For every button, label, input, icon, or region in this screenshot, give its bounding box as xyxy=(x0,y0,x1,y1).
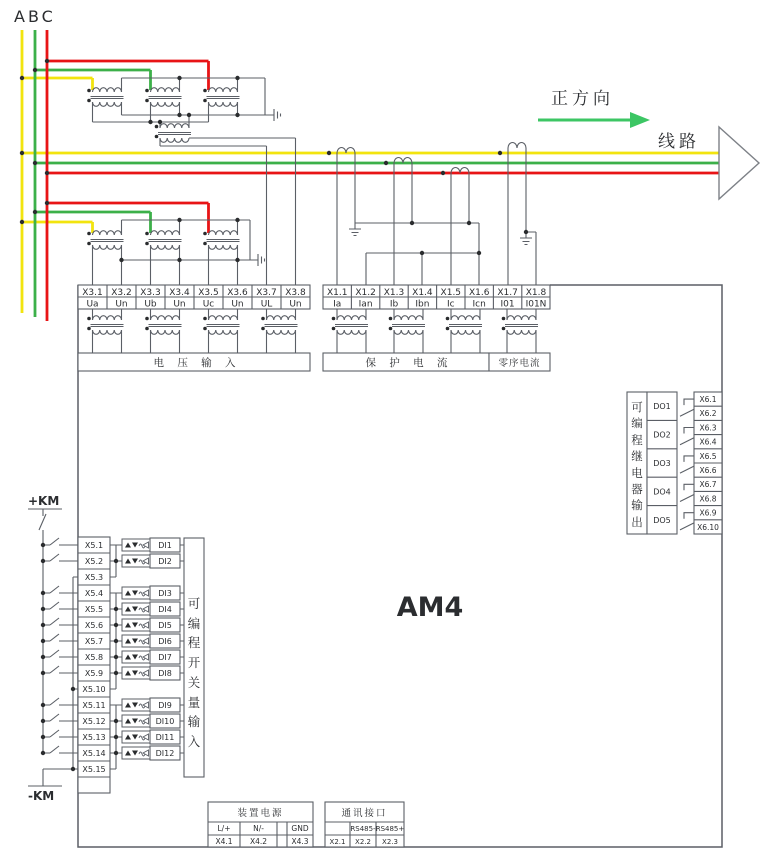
terminal-name: Ia xyxy=(333,299,342,310)
relay-contact-icon xyxy=(680,399,694,416)
terminal-id: X3.6 xyxy=(227,288,248,298)
terminal-id: X5.14 xyxy=(82,749,106,758)
zero-seq-current-label: 零序电流 xyxy=(498,358,541,369)
phase-label: ABC xyxy=(14,7,56,26)
terminal-name: Icn xyxy=(472,299,486,310)
input-transformer-icon xyxy=(203,316,239,335)
terminal-id: X1.4 xyxy=(412,288,433,298)
terminal-name: Un xyxy=(231,299,244,310)
terminal-id: X5.7 xyxy=(84,637,104,646)
di-channel-label: DI3 xyxy=(158,589,172,598)
power-col-name: GND xyxy=(291,824,309,833)
input-transformer-icon xyxy=(87,316,123,335)
di-channel-label: DI6 xyxy=(158,637,172,646)
power-table-title: 装置电源 xyxy=(237,808,284,819)
phase-wires xyxy=(22,30,719,321)
voltage-transformer-icon xyxy=(203,231,239,250)
terminal-id: X3.2 xyxy=(111,288,132,298)
digital-input-section-label: 可编程开关量输入 xyxy=(187,596,201,749)
terminal-id: X3.8 xyxy=(285,288,306,298)
terminal-name: Un xyxy=(289,299,302,310)
input-transformer-icon xyxy=(261,316,297,335)
voltage-transformer-icon xyxy=(87,231,123,250)
terminal-id: X5.15 xyxy=(82,765,106,774)
terminal-id: X3.4 xyxy=(169,288,190,298)
terminal-id: X1.8 xyxy=(525,288,547,298)
terminal-name: Ian xyxy=(358,299,373,310)
optocoupler-icon xyxy=(122,747,150,759)
terminal-id: X5.13 xyxy=(82,733,106,742)
terminal-id: X5.8 xyxy=(84,653,104,662)
relay-output-section-label: 可编程继电器输出 xyxy=(631,400,643,529)
ground-icon xyxy=(349,223,361,236)
terminal-id: X3.1 xyxy=(82,288,103,298)
terminal-id: X5.3 xyxy=(84,573,104,582)
comm-col-name: RS485- xyxy=(350,825,376,833)
terminal-id: X6.7 xyxy=(699,480,717,490)
ground-icon xyxy=(252,254,265,266)
terminal-name: Ic xyxy=(446,299,455,310)
forward-direction-label: 正方向 xyxy=(551,89,614,109)
terminal-id: X6.6 xyxy=(699,466,717,475)
ct-zero-seq-icon xyxy=(508,143,526,149)
voltage-transformer-icon xyxy=(203,88,239,107)
terminal-id: X6.5 xyxy=(699,451,717,461)
do-channel-label: DO2 xyxy=(653,430,671,440)
pt-cluster-line xyxy=(93,220,253,285)
line-label: 线路 xyxy=(658,132,700,152)
phase-a-wire xyxy=(22,30,719,313)
di-channel-label: DI11 xyxy=(155,733,175,742)
device-name: AM4 xyxy=(396,592,464,623)
optocoupler-icon xyxy=(122,619,150,631)
relay-contact-icon xyxy=(680,456,694,473)
terminal-id: X5.10 xyxy=(82,685,106,694)
di-channel-label: DI2 xyxy=(158,557,172,566)
terminal-id: X6.8 xyxy=(699,494,717,504)
voltage-transformer-icon xyxy=(145,88,181,107)
di-channel-label: DI7 xyxy=(158,653,172,662)
terminal-id: X1.2 xyxy=(355,288,376,298)
pt-cluster-busbar xyxy=(93,78,296,285)
di-channel-label: DI9 xyxy=(158,701,172,710)
input-transformer-icon xyxy=(446,316,482,335)
terminal-id: X4.3 xyxy=(291,837,309,846)
di-channel-label: DI5 xyxy=(158,621,172,630)
terminal-id: X6.9 xyxy=(699,508,717,518)
terminal-id: X5.6 xyxy=(84,621,104,630)
ground-icon xyxy=(268,109,281,121)
terminal-id: X1.6 xyxy=(468,288,490,298)
do-channel-label: DO5 xyxy=(653,516,671,525)
terminal-id: X3.3 xyxy=(140,288,161,298)
terminal-id: X6.2 xyxy=(699,409,717,419)
terminal-id: X4.2 xyxy=(249,837,268,846)
terminal-id: X6.4 xyxy=(699,437,717,447)
terminal-name: Ub xyxy=(144,299,157,310)
terminal-id: X1.3 xyxy=(383,288,405,298)
input-transformer-icon xyxy=(502,316,538,335)
terminal-name: Ua xyxy=(86,299,99,310)
terminal-id: X3.7 xyxy=(256,288,277,298)
terminal-id: X5.9 xyxy=(84,669,104,678)
negative-rail-label: -KM xyxy=(28,789,55,803)
terminal-id: X5.5 xyxy=(84,605,104,614)
power-col-name: N/- xyxy=(253,824,264,833)
input-transformer-icon xyxy=(389,316,425,335)
relay-contact-icon xyxy=(680,513,694,530)
terminal-name: UL xyxy=(260,299,273,310)
input-transformer-icon xyxy=(332,316,368,335)
do-channel-label: DO1 xyxy=(653,402,671,411)
relay-contact-icon xyxy=(680,484,694,501)
comm-col-name: RS485+ xyxy=(375,825,405,833)
terminal-id: X5.4 xyxy=(84,589,104,598)
optocoupler-icon xyxy=(122,699,150,711)
line-arrow-icon xyxy=(719,127,759,199)
positive-rail-label: +KM xyxy=(28,494,60,508)
di-channel-label: DI8 xyxy=(158,669,172,678)
relay-contact-icon xyxy=(680,428,694,445)
phase-c-wire xyxy=(47,30,719,321)
terminal-id: X2.2 xyxy=(355,838,371,846)
optocoupler-icon xyxy=(122,587,150,599)
terminal-name: Uc xyxy=(202,299,215,310)
terminal-name: Un xyxy=(115,299,128,310)
voltage-input-label: 电 压 输 入 xyxy=(153,357,241,369)
input-transformer-icon xyxy=(145,316,181,335)
comm-table-title: 通讯接口 xyxy=(341,808,388,819)
voltage-transformer-icon xyxy=(155,124,191,143)
optocoupler-icon xyxy=(122,635,150,647)
terminal-id: X6.1 xyxy=(699,395,717,404)
di-channel-label: DI10 xyxy=(155,717,175,726)
power-col-name: L/+ xyxy=(217,824,231,833)
terminal-name: Ib xyxy=(389,299,399,310)
terminal-name: I01 xyxy=(500,299,515,310)
optocoupler-icon xyxy=(122,667,150,679)
terminal-id: X1.7 xyxy=(497,288,518,298)
terminal-id: X5.11 xyxy=(82,701,106,710)
optocoupler-icon xyxy=(122,651,150,663)
terminal-id: X2.1 xyxy=(329,838,346,846)
do-channel-label: DO4 xyxy=(653,487,671,497)
terminal-id: X5.1 xyxy=(84,541,104,550)
optocoupler-icon xyxy=(122,731,150,743)
terminal-id: X5.12 xyxy=(82,717,106,726)
terminal-id: X1.1 xyxy=(326,288,348,298)
di-channel-label: DI1 xyxy=(158,541,172,550)
terminal-id: X1.5 xyxy=(440,288,462,298)
optocoupler-icon xyxy=(122,715,150,727)
forward-direction-arrow-icon xyxy=(538,112,650,128)
terminal-id: X2.3 xyxy=(382,838,398,846)
optocoupler-icon xyxy=(122,603,150,615)
optocoupler-icon xyxy=(122,555,150,567)
terminal-id: X4.1 xyxy=(215,837,233,846)
terminal-id: X6.3 xyxy=(699,423,717,433)
di-channel-label: DI4 xyxy=(158,605,172,614)
terminal-id: X3.5 xyxy=(198,288,219,298)
terminal-name: I01N xyxy=(525,299,547,310)
terminal-id: X6.10 xyxy=(697,522,719,532)
terminal-id: X5.2 xyxy=(84,557,104,566)
digital-input-section xyxy=(28,509,204,793)
terminal-name: Ibn xyxy=(415,299,430,310)
terminal-name: Un xyxy=(173,299,186,310)
voltage-transformer-icon xyxy=(87,88,123,107)
di-channel-label: DI12 xyxy=(155,749,175,758)
voltage-transformer-icon xyxy=(145,231,181,250)
protection-current-label: 保 护 电 流 xyxy=(365,357,453,369)
do-channel-label: DO3 xyxy=(653,459,671,468)
optocoupler-icon xyxy=(122,539,150,551)
